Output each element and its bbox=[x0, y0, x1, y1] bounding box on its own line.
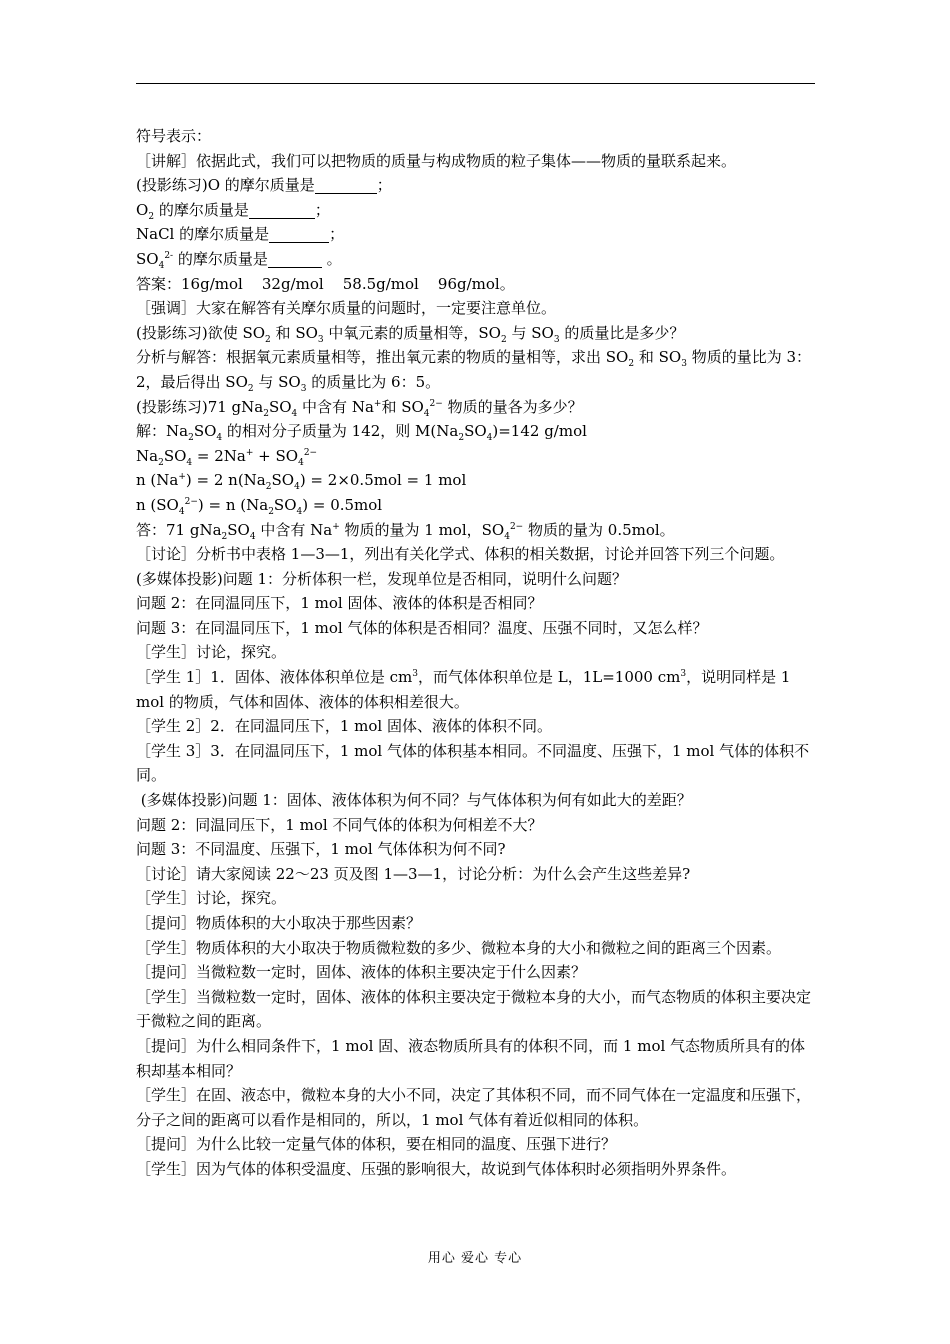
paragraph bbox=[136, 272, 816, 297]
paragraph bbox=[136, 149, 816, 174]
superscript: + bbox=[245, 447, 254, 458]
paragraph bbox=[136, 247, 816, 272]
text: 与 SO bbox=[506, 323, 554, 342]
text: O bbox=[136, 200, 149, 219]
paragraph bbox=[136, 886, 816, 911]
subscript: 2 bbox=[628, 359, 635, 370]
subscript: 4 bbox=[178, 506, 185, 517]
page-footer: 用心 爱心 专心 bbox=[427, 1251, 523, 1266]
text: )=142 g/mol bbox=[492, 422, 587, 441]
text: (投影练习)欲使 SO bbox=[136, 323, 266, 342]
paragraph bbox=[136, 862, 816, 887]
text: ［提问］当微粒数一定时，固体、液体的体积主要决定于什么因素？ bbox=[136, 963, 587, 982]
superscript: 2− bbox=[429, 398, 443, 409]
text: SO bbox=[464, 422, 487, 441]
subscript: 2 bbox=[268, 506, 274, 517]
text: 问题 3：不同温度、压强下，1 mol 气体体积为何不同? bbox=[136, 840, 506, 859]
text: 。 bbox=[321, 249, 342, 268]
paragraph bbox=[136, 665, 816, 714]
text: 物质的量各为多少？ bbox=[442, 397, 583, 416]
text: SO bbox=[227, 520, 250, 539]
paragraph bbox=[136, 985, 816, 1034]
text: + SO bbox=[253, 446, 299, 465]
text: 和 SO bbox=[381, 397, 424, 416]
text: ［学生］因为气体的体积受温度、压强的影响很大，故说到气体体积时必须指明外界条件。 bbox=[136, 1159, 737, 1178]
paragraph bbox=[136, 419, 816, 444]
text: ［学生］讨论，探究。 bbox=[136, 643, 287, 662]
subscript: 4 bbox=[296, 506, 303, 517]
text: SO bbox=[271, 471, 295, 490]
subscript: 4 bbox=[249, 531, 256, 542]
subscript: 2 bbox=[221, 531, 228, 542]
text: 分析与解答：根据氧元素质量相等，推出氧元素的物质的量相等，求出 SO bbox=[136, 348, 629, 367]
text: SO bbox=[163, 446, 187, 465]
answer-blank bbox=[249, 201, 315, 219]
text: Na bbox=[136, 446, 159, 465]
text: ［学生 1］1．固体、液体体积单位是 cm bbox=[136, 668, 413, 687]
answer-blank bbox=[315, 176, 377, 194]
text: (投影练习)71 gNa bbox=[136, 397, 264, 416]
text: ； bbox=[329, 225, 345, 244]
paragraph bbox=[136, 837, 816, 862]
document-body bbox=[136, 124, 816, 1182]
text: 的质量比为 6：5。 bbox=[306, 372, 441, 391]
subscript: 2 bbox=[263, 408, 269, 419]
header-rule bbox=[136, 83, 815, 84]
text: ； bbox=[376, 176, 392, 195]
subscript: 2 bbox=[158, 457, 164, 468]
paragraph bbox=[136, 591, 816, 616]
paragraph bbox=[136, 198, 816, 223]
subscript: 3 bbox=[300, 383, 307, 394]
paragraph bbox=[136, 616, 816, 641]
subscript: 3 bbox=[681, 359, 687, 370]
text: ) = 0.5mol bbox=[302, 495, 383, 514]
subscript: 2 bbox=[247, 383, 254, 394]
paragraph bbox=[136, 395, 816, 420]
paragraph bbox=[136, 739, 816, 788]
subscript: 4 bbox=[423, 408, 430, 419]
text: ) = 2×0.5mol = 1 mol bbox=[299, 471, 467, 490]
paragraph bbox=[136, 173, 816, 198]
text: NaCl 的摩尔质量是 bbox=[136, 225, 270, 244]
subscript: 4 bbox=[504, 531, 510, 542]
text: 问题 2：同温同压下，1 mol 不同气体的体积为何相差不大？ bbox=[136, 815, 543, 834]
superscript: + bbox=[332, 521, 340, 532]
text: ［讨论］分析书中表格 1—3—1，列出有关化学式、体积的相关数据，讨论并回答下列三个问题。 bbox=[136, 545, 785, 564]
answer-blank bbox=[268, 250, 322, 268]
paragraph bbox=[136, 493, 816, 518]
answer-blank bbox=[269, 225, 329, 243]
text: 中含有 Na bbox=[297, 397, 374, 416]
subscript: 2 bbox=[148, 211, 155, 222]
paragraph bbox=[136, 911, 816, 936]
paragraph bbox=[136, 518, 816, 543]
subscript: 4 bbox=[294, 482, 300, 493]
paragraph bbox=[136, 960, 816, 985]
subscript: 2 bbox=[265, 482, 272, 493]
text: 答案：16g/mol 32g/mol 58.5g/mol 96g/mol。 bbox=[136, 274, 515, 293]
text: 的摩尔质量是 bbox=[154, 200, 249, 219]
text: 中氧元素的质量相等，SO bbox=[323, 323, 501, 342]
text: 和 SO bbox=[634, 348, 682, 367]
paragraph bbox=[136, 542, 816, 567]
text: 的质量比是多少？ bbox=[559, 323, 685, 342]
paragraph bbox=[136, 1034, 816, 1083]
text: 问题 2：在同温同压下，1 mol 固体、液体的体积是否相同？ bbox=[136, 594, 543, 613]
superscript: + bbox=[178, 472, 186, 483]
superscript: 3 bbox=[680, 669, 687, 680]
text: n (SO bbox=[136, 495, 179, 514]
superscript: 2- bbox=[164, 250, 174, 261]
text: ［学生］讨论，探究。 bbox=[136, 889, 287, 908]
paragraph bbox=[136, 468, 816, 493]
superscript: 2− bbox=[184, 496, 198, 507]
subscript: 4 bbox=[298, 457, 304, 468]
paragraph bbox=[136, 640, 816, 665]
text: ［学生］物质体积的大小取决于物质微粒数的多少、微粒本身的大小和微粒之间的距离三个因素。 bbox=[136, 938, 782, 957]
text: 和 SO bbox=[270, 323, 318, 342]
text: 物质的量为 0.5mol。 bbox=[523, 520, 675, 539]
text: ，而气体体积单位是 L，1L=1000 cm bbox=[417, 668, 681, 687]
text: 中含有 Na bbox=[255, 520, 333, 539]
text: ［学生］当微粒数一定时，固体、液体的体积主要决定于微粒本身的大小，而气态物质的体积主要决定于微粒之间的距离。 bbox=[136, 987, 812, 1031]
paragraph bbox=[136, 222, 816, 247]
subscript: 4 bbox=[291, 408, 298, 419]
paragraph bbox=[136, 444, 816, 469]
text: ［学生 3］3．在同温同压下，1 mol 气体的体积基本相同。不同温度、压强下，1 mol 气体的体积不同。 bbox=[136, 741, 810, 785]
text: ［提问］为什么相同条件下，1 mol 固、液态物质所具有的体积不同，而 1 mol 气态物质所具有的体积却基本相同？ bbox=[136, 1036, 806, 1080]
text: ［讲解］依据此式，我们可以把物质的质量与构成物质的粒子集体——物质的量联系起来。 bbox=[136, 151, 737, 170]
text: ) = n (Na bbox=[197, 495, 269, 514]
superscript: + bbox=[373, 398, 382, 409]
text: (多媒体投影)问题 1：固体、液体体积为何不同？与气体体积为何有如此大的差距？ bbox=[136, 791, 692, 810]
subscript: 2 bbox=[500, 334, 507, 345]
superscript: 3 bbox=[412, 669, 418, 680]
subscript: 3 bbox=[317, 334, 324, 345]
paragraph bbox=[136, 296, 816, 321]
text: 的相对分子质量为 142，则 M(Na bbox=[222, 422, 459, 441]
paragraph bbox=[136, 321, 816, 346]
text: 物质的量为 1 mol，SO bbox=[339, 520, 505, 539]
text: (多媒体投影)问题 1：分析体积一栏，发现单位是否相同，说明什么问题？ bbox=[136, 569, 628, 588]
text: ［讨论］请大家阅读 22～23 页及图 1—3—1，讨论分析：为什么会产生这些差异? bbox=[136, 864, 691, 883]
text: ，说明同样是 1 mol 的物质，气体和固体、液体的体积相差很大。 bbox=[136, 668, 791, 711]
text: SO bbox=[193, 422, 217, 441]
text: SO bbox=[268, 397, 292, 416]
text: 与 SO bbox=[253, 372, 301, 391]
subscript: 4 bbox=[486, 433, 493, 444]
paragraph bbox=[136, 714, 816, 739]
superscript: 2− bbox=[509, 521, 524, 532]
paragraph bbox=[136, 1132, 816, 1157]
paragraph bbox=[136, 788, 816, 813]
subscript: 3 bbox=[553, 334, 560, 345]
subscript: 2 bbox=[188, 433, 194, 444]
text: 的摩尔质量是 bbox=[173, 249, 268, 268]
paragraph bbox=[136, 813, 816, 838]
text: 问题 3：在同温同压下，1 mol 气体的体积是否相同？温度、压强不同时，又怎么样？ bbox=[136, 618, 708, 637]
text: ［学生］在固、液态中，微粒本身的大小不同，决定了其体积不同，而不同气体在一定温度和压强下，分子之间的距离可以看作是相同的，所以，1 mol 气体有着近似相同的体积。 bbox=[136, 1086, 812, 1129]
subscript: 4 bbox=[186, 457, 193, 468]
text: ［强调］大家在解答有关摩尔质量的问题时，一定要注意单位。 bbox=[136, 299, 557, 318]
paragraph bbox=[136, 567, 816, 592]
text: ［提问］为什么比较一定量气体的体积，要在相同的温度、压强下进行？ bbox=[136, 1135, 617, 1154]
paragraph bbox=[136, 1083, 816, 1132]
text: = 2Na bbox=[192, 446, 246, 465]
paragraph bbox=[136, 345, 816, 394]
text: 符号表示： bbox=[136, 127, 212, 145]
text: n (Na bbox=[136, 471, 179, 490]
paragraph bbox=[136, 936, 816, 961]
text: ［提问］物质体积的大小取决于那些因素？ bbox=[136, 914, 422, 932]
paragraph bbox=[136, 124, 816, 149]
text: 解：Na bbox=[136, 422, 189, 441]
subscript: 2 bbox=[458, 433, 465, 444]
paragraph bbox=[136, 1157, 816, 1182]
text: (投影练习)O 的摩尔质量是 bbox=[136, 176, 315, 195]
subscript: 4 bbox=[216, 433, 223, 444]
text: SO bbox=[136, 249, 159, 268]
text: ［学生 2］2．在同温同压下，1 mol 固体、液体的体积不同。 bbox=[136, 717, 552, 736]
subscript: 4 bbox=[158, 260, 165, 271]
text: ) = 2 n(Na bbox=[185, 471, 266, 490]
text: SO bbox=[273, 495, 297, 514]
superscript: 2− bbox=[303, 447, 318, 458]
subscript: 2 bbox=[265, 334, 271, 345]
text: 物质的量比为 3：2，最后得出 SO bbox=[136, 348, 812, 391]
text: ； bbox=[314, 200, 330, 219]
text: 答：71 gNa bbox=[136, 520, 222, 539]
